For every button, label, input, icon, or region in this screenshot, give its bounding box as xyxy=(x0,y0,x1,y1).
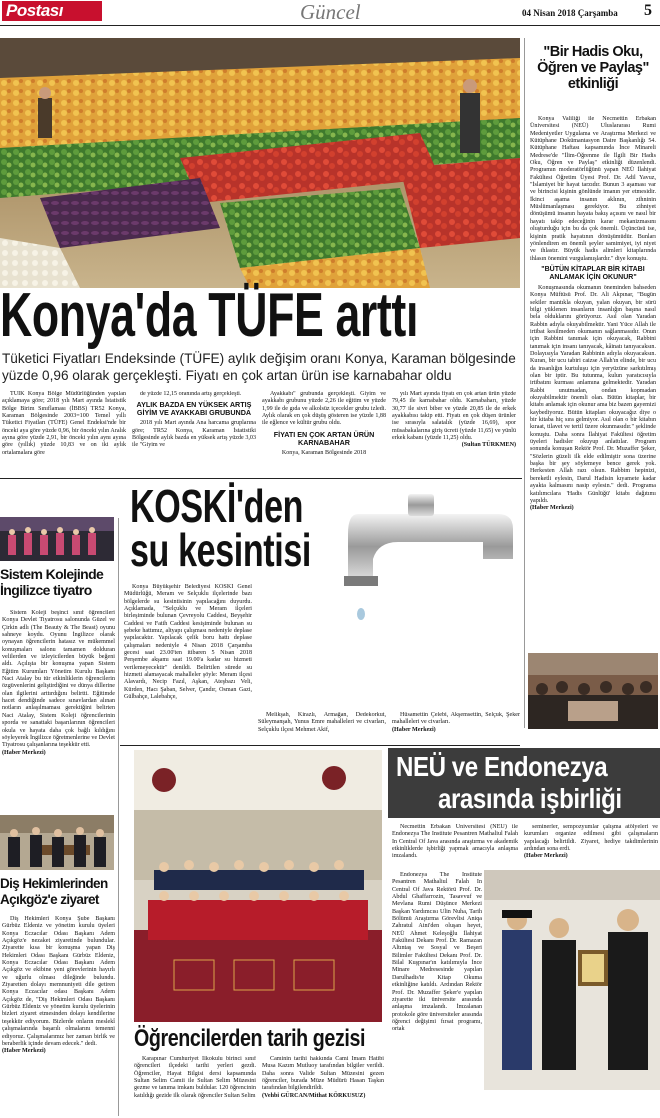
koski-byline: (Haber Merkezi) xyxy=(392,726,436,733)
koski-col-3: Hüsamettin Çelebi, Akşemsettin, Selçuk, Şeker mahalleleri ve civarları. (Haber Merkezi) xyxy=(392,712,520,733)
dis-photo xyxy=(0,815,114,870)
right-column-rule xyxy=(524,38,525,728)
tufe-byline: (Sultan TÜRKMEN) xyxy=(461,442,516,449)
page-number: 5 xyxy=(644,2,652,19)
tufe-headline: Konya'da TÜFE arttı xyxy=(0,281,418,350)
masthead-logo[interactable]: Postası xyxy=(2,1,102,21)
tufe-col-1: TÜİK Konya Bölge Müdürlüğünden yapılan açıklamaya göre; 2018 yılı Mart ayında İstatistik Bölge Birim Sınıflaması (İBBS) TR52 Konya, Karaman Bölgesinde 2003=100 Temel yıllı Tüketici Fiyatları (TÜFE) Genel Endeksi'nde bir önceki aya göre yüzde 0,96, bir önceki yılın Aralık ayına göre yüzde 2,91, bir önceki yılın aynı ayına göre (yıllık) yüzde 10,83 ve on iki aylık ortalamalara göre xyxy=(2,391,126,456)
section-title: Güncel xyxy=(300,0,361,24)
hadis-headline: "Bir Hadis Oku, Öğren ve Paylaş" etkinliği xyxy=(537,44,649,92)
tufe-rule xyxy=(0,478,522,479)
dis-byline: (Haber Merkezi) xyxy=(2,1048,46,1055)
koski-rule xyxy=(120,745,520,746)
tarih-photo xyxy=(134,750,382,1022)
hadis-subhead: "BÜTÜN KİTAPLAR BİR KİTABI ANLAMAK İÇİN OKUNUR" xyxy=(541,265,645,281)
tarih-byline: (Vehbi GÜRCAN/Mithat KÖRKUSUZ) xyxy=(262,1092,366,1099)
koski-headline-2: su kesintisi xyxy=(130,524,311,576)
tufe-subhead-2: FİYATI EN ÇOK ARTAN ÜRÜN KARNABAHAR xyxy=(273,429,375,447)
koski-headline-1: KOSKİ'den xyxy=(130,480,304,532)
dis-headline: Diş Hekimlerinden Açıkgöz'e ziyaret xyxy=(0,876,108,907)
tarih-col-2: Caminin tarihi hakkında Cami İmam Hatibi Musa Kazım Mutluoy tarafından bilgiler verildi. Daha sonra Valide Sultan Müzesini gezen öğrenciler, burada Müze Müdürü Hasan Taşkın tarafından bilgilendirildi. (Vehbi GÜRCAN/Mithat KÖRKUSUZ) xyxy=(262,1056,384,1099)
neu-headline-1: NEÜ ve Endonezya xyxy=(396,751,608,782)
tufe-col-4: yılı Mart ayında fiyatı en çok artan ürün yüzde 79,45 ile karnabahar oldu. Karnabaharı, yüzde 30,77 ile sivri biber ve yüzde 20,85 ile de erkek ayakkabısı takip etti. Fiyatı en çok düşen ürünler ise sırasıyla salatalık (yüzde 16,69), spor müsabakalarına giriş ücreti (yüzde 11,65) ve yünlü erkek kabanı (yüzde 11,25) oldu. (Sultan TÜRKMEN) xyxy=(392,391,516,449)
koski-col-1: Konya Büyükşehir Belediyesi KOSKİ Genel Müdürlüğü, Meram ve Selçuklu ilçelerinde bazı bölgelerde su kesintisinin yapılacağını duyurdu. Açıklamada, "Selçuklu ve Meram ilçeleri birleşiminde bulunan Çevreyolu Caddesi, Beyşehir Caddesi ve Fatih Caddesi kesişiminde bulunan su şebeke hattımız, altyapı çalışması nedeniyle deplase yapılacaktır. Yapılacak çelik boru hattı deplase çalışmaları nedeniyle 4 Nisan 2018 Çarşamba gecesi saat 23.00'ten itibaren 5 Nisan 2018 Perşembe akşamı saat 19.00'a kadar su hizmeti verilemeyecektir" denildi. Belirtilen sürede su hizmeti alamayacak mahalleler şöyle: Meram ilçesi Alavardı, Necip Fazıl, Aşkan, Ateşbazı Veli, Kürden, Hacı Şaban, Selver, Çandır, Osman Gazi, Gülbahçe, Lalebahçe, xyxy=(124,584,252,701)
neu-byline: (Haber Merkezi) xyxy=(524,853,568,860)
neu-col-1a: Necmettin Erbakan Üniversitesi (NEÜ) ile Endonezya The Institute Pesantren Mathaliul Falah In Central Of Java arasında araştırma ve akademik etkinliklerde işbirliği yapmak amacıyla anlaşma imzalandı. xyxy=(392,824,518,860)
tufe-col-2: de yüzde 12,15 oranında artış gerçekleşti. AYLIK BAZDA EN YÜKSEK ARTIŞ GİYİM VE AYAKKABI GRUBUNDA 2018 yılı Mart ayında Ana harcama gruplarına göre; TR52 Konya, Karaman İstatistiki Bölgesinde aylık bazda en yüksek artış yüzde 3,03 ile "Giyim ve xyxy=(132,391,256,449)
neu-headline-box xyxy=(388,748,660,818)
dis-body: Diş Hekimleri Konya Şube Başkanı Gürbüz Eldeniz ve yönetim kurulu üyeleri Konya Eczacılar Odası Başkanı Adem Açıkgöz'e nezaket ziyaretinde bulundular. Ziyarette kısa bir konuşma yapan Diş Hekimleri Odası Başkanı Gürbüz Eldeniz, Konya Eczacılar Odası Başkanı Adem Açıkgöz ve ekibine yeni görevlerinin hayırlı ve uğurlu olması dileğinde bulundu. Ziyaretten dolayı memnuniyeti dile getiren Konya Eczacılar odası Başkanı Adem Açıkgöz de, "Diş Hekimleri Odası Başkanı Gürbüz Eldeniz ve yönetim kurulu üyelerinin bizleri ziyaret etmesinden dolayı kendilerine teşekkür ediyorum. Bizlerde onların meslekî çalışmalarında başarılı olmalarını temenni ediyoruz. Çalışmalarımız her zaman birlik ve beraberlik içinde devam edecek." dedi. (Haber Merkezi) xyxy=(2,916,115,1055)
tufe-col-3: Ayakkabı" grubunda gerçekleşti. Giyim ve ayakkabı grubunu yüzde 2,26 ile eğitim ve yüzde 1,99 ile de gıda ve alkolsüz içecekler grubu izledi. Aylık olarak en çok düşüş gösteren ise yüzde 1,88 ile eğlence ve kültür grubu oldu. FİYATI EN ÇOK ARTAN ÜRÜN KARNABAHAR Konya, Karaman Bölgesinde 2018 xyxy=(262,391,386,456)
tarih-headline: Öğrencilerden tarih gezisi xyxy=(134,1025,366,1052)
masthead xyxy=(0,0,660,26)
sistem-photo xyxy=(0,517,114,561)
tufe-subhead-1: AYLIK BAZDA EN YÜKSEK ARTIŞ GİYİM VE AYAKKABI GRUBUNDA xyxy=(136,400,252,418)
left-column-rule xyxy=(118,518,119,1116)
neu-col-2: seminerler, sempozyumlar çalışma atölyeleri ve kurumları organize edilmesi gibi çalışmaların yapılacağı belirtildi. Ziyaret, hediye takdimlerinin ardından sona erdi. (Haber Merkezi) xyxy=(524,824,658,860)
hadis-body: Konya Valiliği ile Necmettin Erbakan Üniversitesi (NEÜ) Uluslararası Rumi Medeniyetler Uygulama ve Araştırma Merkezi ve Kütüphane Dokümantasyon Daire Başkanlığı 54. Kütüphane Haftası kapsamında İnce Minareli Medrese'de "İlim-Öğrenme ile İlgili Bir Hadis Oku, Öğren ve Paylaş" etkinliği düzenlendi. Programın moderatörlüğünü yapan NEÜ İlahiyat Fakültesi Öğretim Üyesi Prof. Dr. Adil Yavuz, "İslamiyet bir hayat tarzıdır. Bunun 3 aşaması var ve birincisi kişinin gönlünde imanın yer etmesidir. İkinci aşama insanın aklının, zihninin Müslümanlaşması gerekiyor. Bu zihniyet dönüşümü insanın hayata bakış açısını ve nasıl bir hayatı takip edeceğinin karar mekanizmasını oluşturduğu için bu da çok önemli. Üçüncüsü ise, kişinin pratik hayatının dönüşümüdür. Bunları yönlendiren en önemli şeyler samimiyet, iyi niyet ve ihlastır. Büyük hadis alimleri kitaplarında ihlasın önemini vurgulamışlardır." diye konuştu. "BÜTÜN KİTAPLAR BİR KİTABI ANLAMAK İÇİN OKUNUR" Konuşmasında okumanın öneminden bahseden Konya Müftüsü Prof. Dr. Ali Akpınar, "Bugün sekiler mantıkla okuyan, yalan okuyan, bir sürü bilgi yüklenen insanların insanlığın başına nasıl bela olduklarını görüyoruz. Asıl olan Yaradan Rabbin adıyla okuyabilmektir. Yani Yüce Allah ile irtibat kesilmeden okumanın sağlanmasıdır. Onun için Rabbini tanımak için okuyacak, Rabbini tanımak için insanı tanıyacak, kâinatı tanıyacaksın. Dolayısıyla Yaradan Rabbinin adıyla okuyacaksın. Kuran, bir ucu tabiri caizse Allah'ın elinde, bir ucu da insanlığın kurtuluşu için yeryüzüne sarkıtılmış olan bir iptir. Bu tutunma, kulun yaratıcısıyla irtibatını kurması anlamına gelmektedir. Yaradan Rabbi unutmadan, ondan kopmadan okuyabilmektir önemli olan. Bütün kitaplar, bir kitabı anlamak için okunur ama biz bazen gayemizi kaybediyoruz. Bütün kitapları okuyacağız diye o bir kitaba hiç sıra gelmiyor. Asıl olan o bir kitabın kıraat, tilavet ve tertil üzere okunmasıdır." şeklinde konuştu. Daha sonra İlahiyat Fakültesi öğretim üyeleri hadisler okuyup anlattılar. Program sonunda konuşan Rektör Prof. Dr. Muzaffer Şeker, "Sözlerin güzeli ilk elde edilmiştir sona üzerine başka bir şey söylemeye bence gerek yok. Herkesten Allah razı olsun. Rabbim hepinizi, bereketli eylesin, Darul Hadisin kıyamete kadar ayakta kalmasını nasip eylesin." dedi. Programa katılımcılara 'Hadis Günlüğü' kitabı dağıtımı yapıldı. (Haber Merkezi) xyxy=(530,116,656,512)
hadis-byline: (Haber Merkezi) xyxy=(530,505,574,512)
faucet-photo xyxy=(298,484,520,644)
tufe-deck: Tüketici Fiyatları Endeksinde (TÜFE) aylık değişim oranı Konya, Karaman bölgesinde yüzde 0,96 olarak gerçekleşti. Fiyatı en çok artan ürün ise karnabahar oldu xyxy=(2,351,516,383)
tarih-col-1: Karapınar Cumhuriyet İlkokulu birinci sınıf öğrencileri ilçedeki tarihi yerleri gezdi. Öğrenciler, Hayat Bilgisi dersi kapsamında Sultan Selim Camii ile Sultan Selim Müzesini gezme ve tanıma imkanı buldular. 120 öğrencinin katıldığı gezide ilk olarak öğrenciler Sultan Selim xyxy=(134,1056,256,1099)
issue-date: 04 Nisan 2018 Çarşamba xyxy=(522,8,618,18)
neu-headline-2: arasında işbirliği xyxy=(438,783,622,814)
sistem-byline: (Haber Merkezi) xyxy=(2,749,46,756)
hadis-photo xyxy=(528,653,658,729)
masthead-rule xyxy=(0,25,660,26)
sistem-headline: Sistem Kolejinde İngilizce tiyatro xyxy=(0,566,104,598)
neu-photo xyxy=(484,870,660,1090)
neu-col-1b: Endonezya The Institute Pesantren Mathaliul Falah In Central Of Java Rektörü Prof. Dr. Abdul Ghaffarrozin, Tasavvuf ve Mevlana Rumi Düşünce Merkezi Başkan Yardımcısı Ulin Nuha, Tarih Bölümü Araştırma Görevlisi Aniqa Zahratul Aini'den oluşan heyet, NEÜ Ahmet Keleşoğlu İlahiyat Fakültesi Dekanı Prof. Dr. Ramazan Altıntaş ve Sosyal ve Beşeri Bilimler Fakültesi Dekanı Prof. Dr. Bilal Kuşpınar'ın katılımıyla İnce Minare Medresesinde yapılan Darulhadis'te Kitap Okuma etkinliğine katıldı. Ardından Rektör Prof. Dr. Muzaffer Şeker'e yapılan ziyarette iki üniversite arasında anlaşma imzalandı. İmzalanan protokole göre üniversiteler arasında öğrenci değişimi fırsat programı, ortak xyxy=(392,872,482,1033)
sistem-body: Sistem Koleji beşinci sınıf öğrencileri Konya Devlet Tiyatrosu salonunda Güzel ve Çirkin adlı (The Beauty & The Beast) oyunu sahneye koydu. Oyunu İngilizce olarak oynayan öğrencilerin hatasız ve mükemmel konuşmaları salonu tamamen dolduran velilerden ve izleyicilerden büyük beğeni aldı. Açılışta bir konuşma yapan Sistem Eğitim Kurumları Yönetim Kurulu Başkanı Naci Atalay bu tür etkinliklerin öğrencilerin özgüvenlerini geliştirdiğini ve dünya dillerine olan ilgilerini arttırdığını belirtti. Eğitimde hacet dendiğinde sadece sınavlardan alınan notların anlaşılmaması gerektiğini belirten Naci Atalay, Sistem Koleji öğrencilerinin sporda ve sanattaki başarılarının öğrencileri okula ve hayata daha çok bağlı kıldığını söyleyerek İngilizce öğretmenlerine ve Devlet Tiyatrosu çalışanlarına teşekkür etti. (Haber Merkezi) xyxy=(2,610,115,756)
market-photo xyxy=(0,38,520,288)
koski-col-2: Melikşah, Kirazlı, Armağan, Dedekorkut, Süleymanşah, Yunus Emre mahalleleri ve civarları, Selçuklu ilçesi Mehmet Akif, xyxy=(258,712,386,733)
